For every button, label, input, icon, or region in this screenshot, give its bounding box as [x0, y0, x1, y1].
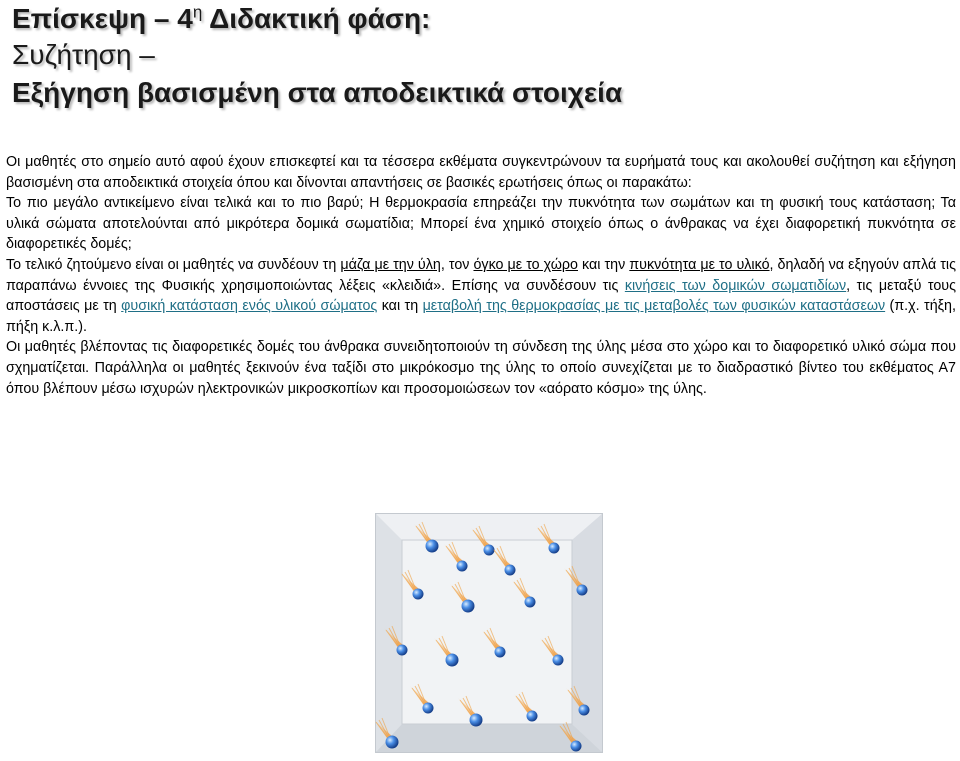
paragraph-intro: Οι μαθητές στο σημείο αυτό αφού έχουν επισκεφτεί και τα τέσσερα εκθέματα συγκεντρώνουν τα ευρήματά τους και ακολουθεί συζήτηση και εξήγηση βασισμένη στα αποδεικτικά στοιχεία όπου και δίνονται απαντήσεις σε βασικές ερωτήσεις όπως οι παρακάτω:	[6, 154, 956, 191]
title-line-2: Συζήτηση –	[12, 39, 155, 70]
particle	[484, 545, 495, 556]
particle	[462, 600, 475, 613]
particle	[423, 703, 434, 714]
particle	[553, 655, 564, 666]
paragraph-questions: Το πιο μεγάλο αντικείμενο είναι τελικά και το πιο βαρύ; Η θερμοκρασία επηρεάζει την πυκνότητα των σωμάτων και τη φυσική τους κατάσταση; Τα υλικά σώματα αποτελούνται από μικρότερα δομικά σωματίδια; Μπορεί ένα χημικό στοιχείο όπως ο άνθρακας να έχει διαφορετική πυκνότητα σε διαφορετικές δομές;	[6, 195, 956, 253]
link-particle-motion[interactable]: κινήσεις των δομικών σωματιδίων	[624, 277, 847, 294]
particle	[525, 597, 536, 608]
particle	[397, 645, 408, 656]
particle	[495, 647, 506, 658]
particle	[386, 736, 399, 749]
paragraph-carbon: Οι μαθητές βλέποντας τις διαφορετικές δομές του άνθρακα συνειδητοποιούν τη σύνδεση της ύλης μέσα στο χώρο και το διαφορετικό υλικό σώμα που σχηματίζεται. Παράλληλα οι μαθητές ξεκινούν ένα ταξίδι στο μικρόκοσμο της ύλης το οποίο συνεχίζεται με το διαδραστικό βίντεο του εκθέματος Α7 όπου βλέπουν μέσω ισχυρών ηλεκτρονικών μικροσκοπίων και προσομοιώσεων τον «αόρατο κόσμο» της ύλης.	[6, 339, 956, 397]
particle	[457, 561, 468, 572]
paragraph-goal: Το τελικό ζητούμενο είναι οι μαθητές να συνδέουν τη μάζα με την ύλη, τον όγκο με το χώρο και την πυκνότητα με το υλικό, δηλαδή να εξηγούν απλά τις παραπάνω έννοιες της Φυσικής χρησιμοποιώντας λέξεις «κλειδιά». Επίσης να συνδέσουν τις κινήσεις των δομικών σωματιδίων, τις μεταξύ τους αποστάσεις με τη φυσική κατάσταση ενός υλικού σώματος και τη μεταβολή της θερμοκρασίας με τις μεταβολές των φυσικών καταστάσεων (π.χ. τήξη, πήξη κ.λ.π.).	[6, 256, 957, 335]
particle	[505, 565, 516, 576]
title-line-3: Εξήγηση βασισμένη στα αποδεικτικά στοιχεία	[12, 77, 623, 108]
particle	[577, 585, 588, 596]
underlined-term-volume-space: όγκο με το χώρο	[473, 256, 578, 273]
particle	[571, 741, 582, 752]
particle	[579, 705, 590, 716]
underlined-term-density-material: πυκνότητα με το υλικό	[629, 256, 770, 273]
particle	[446, 654, 459, 667]
body-text	[6, 152, 956, 399]
link-temperature-change[interactable]: μεταβολή της θερμοκρασίας με τις μεταβολές των φυσικών καταστάσεων	[422, 298, 886, 315]
gas-particles-illustration	[372, 510, 606, 756]
particle	[527, 711, 538, 722]
particle	[549, 543, 560, 554]
particle	[413, 589, 424, 600]
title-line-1: Επίσκεψη – $4^\eta$ Διδακτική φάση:	[12, 2, 431, 34]
particle	[426, 540, 439, 553]
particle	[470, 714, 483, 727]
underlined-term-mass-matter: μάζα με την ύλη	[340, 256, 441, 273]
link-physical-state[interactable]: φυσική κατάσταση ενός υλικού σώματος	[121, 298, 378, 315]
